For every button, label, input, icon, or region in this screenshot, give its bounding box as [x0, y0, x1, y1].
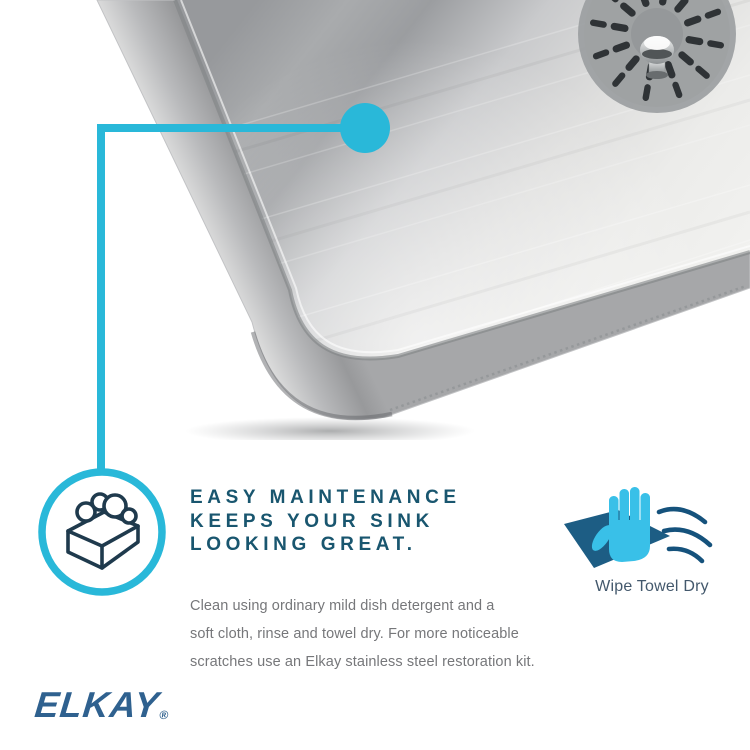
elkay-logo: [33, 684, 172, 726]
headline-line-3: LOOKING GREAT.: [190, 534, 417, 555]
maintenance-feature-icon: [34, 464, 170, 600]
body-line-1: Clean using ordinary mild dish detergent and a: [190, 598, 495, 614]
wipe-towel-dry-label: Wipe Towel Dry: [595, 578, 709, 595]
registered-trademark: ®: [158, 708, 169, 722]
headline-line-2: KEEPS YOUR SINK: [190, 510, 434, 532]
callout-dot: [340, 103, 390, 153]
headline: [190, 486, 461, 557]
body-line-3: scratches use an Elkay stainless steel restoration kit.: [190, 654, 535, 670]
body-copy: [190, 592, 535, 676]
elkay-logo-text: ELKAY: [32, 684, 162, 725]
body-line-2: soft cloth, rinse and towel dry. For more noticeable: [190, 626, 519, 642]
callout-line-horizontal: [97, 124, 349, 132]
wipe-towel-dry-icon: [552, 462, 722, 574]
sink-corner-shadow: [185, 417, 475, 440]
callout-line-vertical: [97, 124, 105, 470]
headline-line-1: EASY MAINTENANCE: [190, 487, 461, 508]
